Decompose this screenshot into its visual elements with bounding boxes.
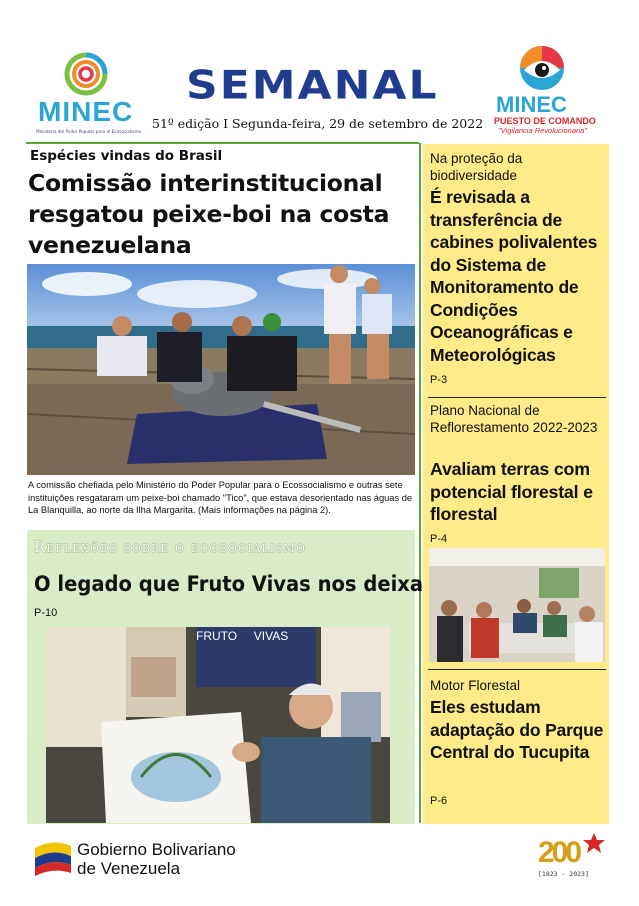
manatee-rescue-photo [27,264,415,475]
gobierno-bolivariano-logo [33,838,273,878]
main-story-headline[interactable]: Comissão interinstitucional resgatou peixe-boi na costa venezuelana [28,169,390,259]
fruto-vivas-photo [46,627,390,823]
main-story-caption: A comissão chefiada pelo Ministério do Poder Popular para o Ecossocialismo e outras sete instituições resgataram um peixe-boi chamado "Tico", que estava desorientado nas águas de La Blanquilla, ao norte da Ilha Margarita. (Mais informações na página 2). [28,480,413,515]
bicentennial-years: [1823 - 2023] [538,870,589,878]
sidebar-story1-kicker: Na proteção da biodiversidade [430,151,523,183]
meeting-photo [429,548,605,662]
sidebar-story1-headline[interactable]: É revisada a transferência de cabines polivalentes do Sistema de Monitoramento de Condições Oceanográficas e Meteorológicas [430,187,598,365]
puesto-logo-line2: "Vigilancia Revolucionaria" [498,126,587,135]
puesto-logo-line1: PUESTO DE COMANDO [494,116,596,126]
sidebar-divider [428,397,606,398]
feature-kicker: Reflexões sobre o ecosocialismo [34,538,306,556]
sidebar-story1-page: P-3 [430,374,448,386]
feature-page-ref: P-10 [34,607,58,619]
sidebar-story3-page: P-6 [430,795,448,807]
sidebar-story2-page: P-4 [430,533,448,545]
star-icon [582,832,606,854]
main-story-kicker: Espécies vindas do Brasil [30,148,223,164]
puesto-logo-name: MINEC [496,92,567,117]
gov-line2: de Venezuela [77,859,181,878]
minec-logo [30,50,150,134]
sidebar-story3-headline[interactable]: Eles estudam adaptação do Parque Central do Tucupita [430,697,604,762]
sidebar-divider [428,669,606,670]
masthead-title: SEMANAL [186,62,439,109]
bicentennial-number: 200 [538,836,580,869]
gov-line1: Gobierno Bolivariano [77,840,236,859]
venezuela-flag-icon [33,838,73,876]
header-divider [26,142,419,144]
puesto-comando-logo [480,42,610,142]
photo-sign-text: FRUTO VIVAS [196,629,289,643]
minec-logo-subtitle: Ministerio del Poder Popular para el Ecosocialismo [36,129,142,134]
eye-globe-icon [514,42,570,94]
sidebar-story3-kicker: Motor Florestal [430,678,521,693]
minec-logo-name: MINEC [38,96,134,127]
bicentennial-logo [538,832,608,880]
edition-line: 51º edição I Segunda-feira, 29 de setembro de 2022 [152,116,484,131]
minec-swirl-icon [64,52,108,96]
feature-title[interactable]: O legado que Fruto Vivas nos deixa [34,572,424,596]
sidebar-story2-headline[interactable]: Avaliam terras com potencial florestal e florestal [430,459,593,524]
sidebar-story2-kicker: Plano Nacional de Reflorestamento 2022-2023 [430,403,598,435]
